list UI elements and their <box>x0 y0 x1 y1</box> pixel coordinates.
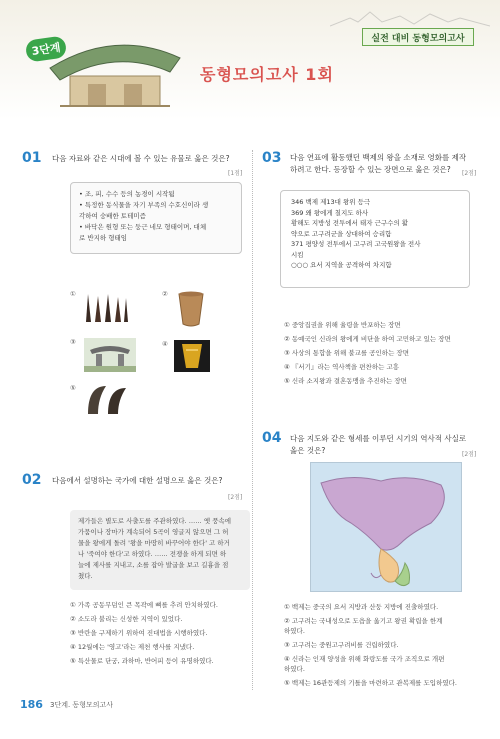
source-bullet: 각하여 숭배한 토테미즘 <box>79 212 146 220</box>
q4-choice-4-cont: 하였다. <box>284 665 305 673</box>
timeline-row: 약으로 고구려군을 상대하여 승리함 <box>291 229 392 238</box>
source-line: 나 '죽여야 한다'고 하였다. …… 전쟁을 하게 되면 하 <box>78 550 227 558</box>
bronze-mirror-image[interactable] <box>84 382 130 418</box>
choice-5-label[interactable]: ⑤ <box>70 384 76 392</box>
question-2-number: 02 <box>22 472 42 488</box>
q2-choice-4[interactable]: ④ 12월에는 '영고'라는 제천 행사를 지냈다. <box>70 643 195 651</box>
three-kingdoms-map <box>310 462 462 592</box>
q3-choice-3[interactable]: ③ 사상의 통합을 위해 불교를 공인하는 장면 <box>284 349 409 357</box>
column-divider <box>252 150 253 690</box>
q3-choice-5[interactable]: ⑤ 신라 소지왕과 결혼동맹을 추진하는 장면 <box>284 377 407 385</box>
timeline-row: ○○○ 요서 지역을 공격하여 차지함 <box>291 261 392 269</box>
source-bullet: • 바닥은 원형 또는 둥근 네모 형태이며, 대체 <box>79 223 207 231</box>
source-line: 제가들은 별도로 사출도를 주관하였다. …… 옛 풍속에 <box>78 517 232 525</box>
q4-choice-4[interactable]: ④ 신라는 인재 양성을 위해 화랑도를 국가 조직으로 개편 <box>284 655 445 663</box>
question-2-points: [2점] <box>228 494 243 501</box>
question-2-text: 다음에서 설명하는 국가에 대한 설명으로 옳은 것은? <box>52 476 223 485</box>
timeline-row: 369 왜 왕에게 칠지도 하사 <box>291 208 369 217</box>
q4-choice-2[interactable]: ② 고구려는 국내성으로 도읍을 옮기고 왕권 확립을 한계 <box>284 617 443 625</box>
q4-choice-1[interactable]: ① 백제는 중국의 요서 지방과 산둥 지방에 진출하였다. <box>284 603 439 611</box>
timeline-row: 시킴 <box>291 250 304 259</box>
question-2-source-box <box>70 510 250 590</box>
question-4-number: 04 <box>262 430 282 446</box>
section-tag: 실전 대비 동형모의고사 <box>362 28 474 46</box>
q3-choice-2[interactable]: ② 동예국인 신라의 왕에게 비단을 하여 고민하고 있는 장면 <box>284 335 451 343</box>
map-graphic <box>311 463 462 592</box>
skyline-sketch-decoration <box>330 8 490 28</box>
q2-choice-5[interactable]: ⑤ 특산물로 단궁, 과하마, 반어피 등이 유명하였다. <box>70 657 214 665</box>
question-1-points: [1점] <box>228 170 243 177</box>
question-3-points: [2점] <box>462 170 477 177</box>
question-4-points: [2점] <box>462 451 477 458</box>
q4-choice-2-cont: 하였다. <box>284 627 305 635</box>
question-4-text-line-1: 다음 지도와 같은 형세를 이루던 시기의 역사적 사실로 <box>290 434 467 443</box>
choice-1-label[interactable]: ① <box>70 290 76 298</box>
page-title: 동형모의고사 1회 <box>200 65 334 84</box>
q2-choice-1[interactable]: ① 가족 공동무덤인 큰 목곽에 뼈를 추려 안치하였다. <box>70 601 218 609</box>
source-line: 쳤다. <box>78 572 93 580</box>
source-bullet: • 특정한 동식물을 자기 부족의 수호신이라 생 <box>79 201 209 209</box>
stone-dagger-image[interactable] <box>82 292 130 326</box>
dolmen-image[interactable] <box>84 338 136 372</box>
timeline-row: 황해도 지방성 전투에서 태자 근구수의 활 <box>291 219 409 227</box>
source-line: 늘에 제사를 지내고, 소를 잡아 발굽을 보고 길흉을 점 <box>78 561 229 569</box>
gold-artifact-image[interactable] <box>174 340 210 372</box>
q4-choice-5[interactable]: ⑤ 백제는 16관등제의 기틀을 마련하고 관복제를 도입하였다. <box>284 679 457 687</box>
timeline-row: 371 평양성 전투에서 고구려 고국원왕을 전사 <box>291 240 421 248</box>
q2-choice-3[interactable]: ③ 반란을 구제하기 위하여 진대법을 시행하였다. <box>70 629 208 637</box>
question-3-number: 03 <box>262 150 282 166</box>
timeline-row: 346 백제 제13대 왕위 등극 <box>291 198 371 206</box>
question-1-number: 01 <box>22 150 42 166</box>
source-line: 물을 왕에게 돌려 '왕을 마땅히 바꾸어야 한다' 고 하거 <box>78 539 230 547</box>
q3-choice-1[interactable]: ① 중앙집권을 위해 율령을 반포하는 장면 <box>284 321 401 329</box>
source-line: 가뭄이나 장마가 계속되어 5곡이 영글지 않으면 그 허 <box>78 528 229 536</box>
question-4-text-line-2: 옳은 것은? <box>290 446 326 455</box>
source-bullet: • 조, 피, 수수 등의 농경이 시작됨 <box>79 190 175 198</box>
choice-3-label[interactable]: ③ <box>70 338 76 346</box>
q2-choice-2[interactable]: ② 소도라 불리는 신성한 지역이 있었다. <box>70 615 183 623</box>
choice-4-label[interactable]: ④ <box>162 340 168 348</box>
question-3-text-line-2: 하려고 한다. 등장할 수 있는 장면으로 옳은 것은? <box>290 165 451 174</box>
source-bullet: 로 반지하 형태임 <box>79 234 128 242</box>
step-badge: 3단계 <box>25 35 68 62</box>
footer-text: 3단계. 동형모의고사 <box>50 701 113 709</box>
q4-choice-3[interactable]: ③ 고구려는 중원고구려비를 건립하였다. <box>284 641 399 649</box>
q3-choice-4[interactable]: ④ 『서기』라는 역사책을 편찬하는 고흥 <box>284 363 399 371</box>
choice-2-label[interactable]: ② <box>162 290 168 298</box>
clay-pot-image[interactable] <box>176 290 206 328</box>
question-3-text-line-1: 다음 연표에 활동했던 백제의 왕을 소재로 영화를 제작 <box>290 153 467 162</box>
question-1-source-box <box>70 182 242 254</box>
page-number: 186 <box>20 698 43 711</box>
question-3-timeline-box <box>280 190 470 288</box>
question-1-text: 다음 자료와 같은 시대에 볼 수 있는 유물로 옳은 것은? <box>52 154 230 163</box>
